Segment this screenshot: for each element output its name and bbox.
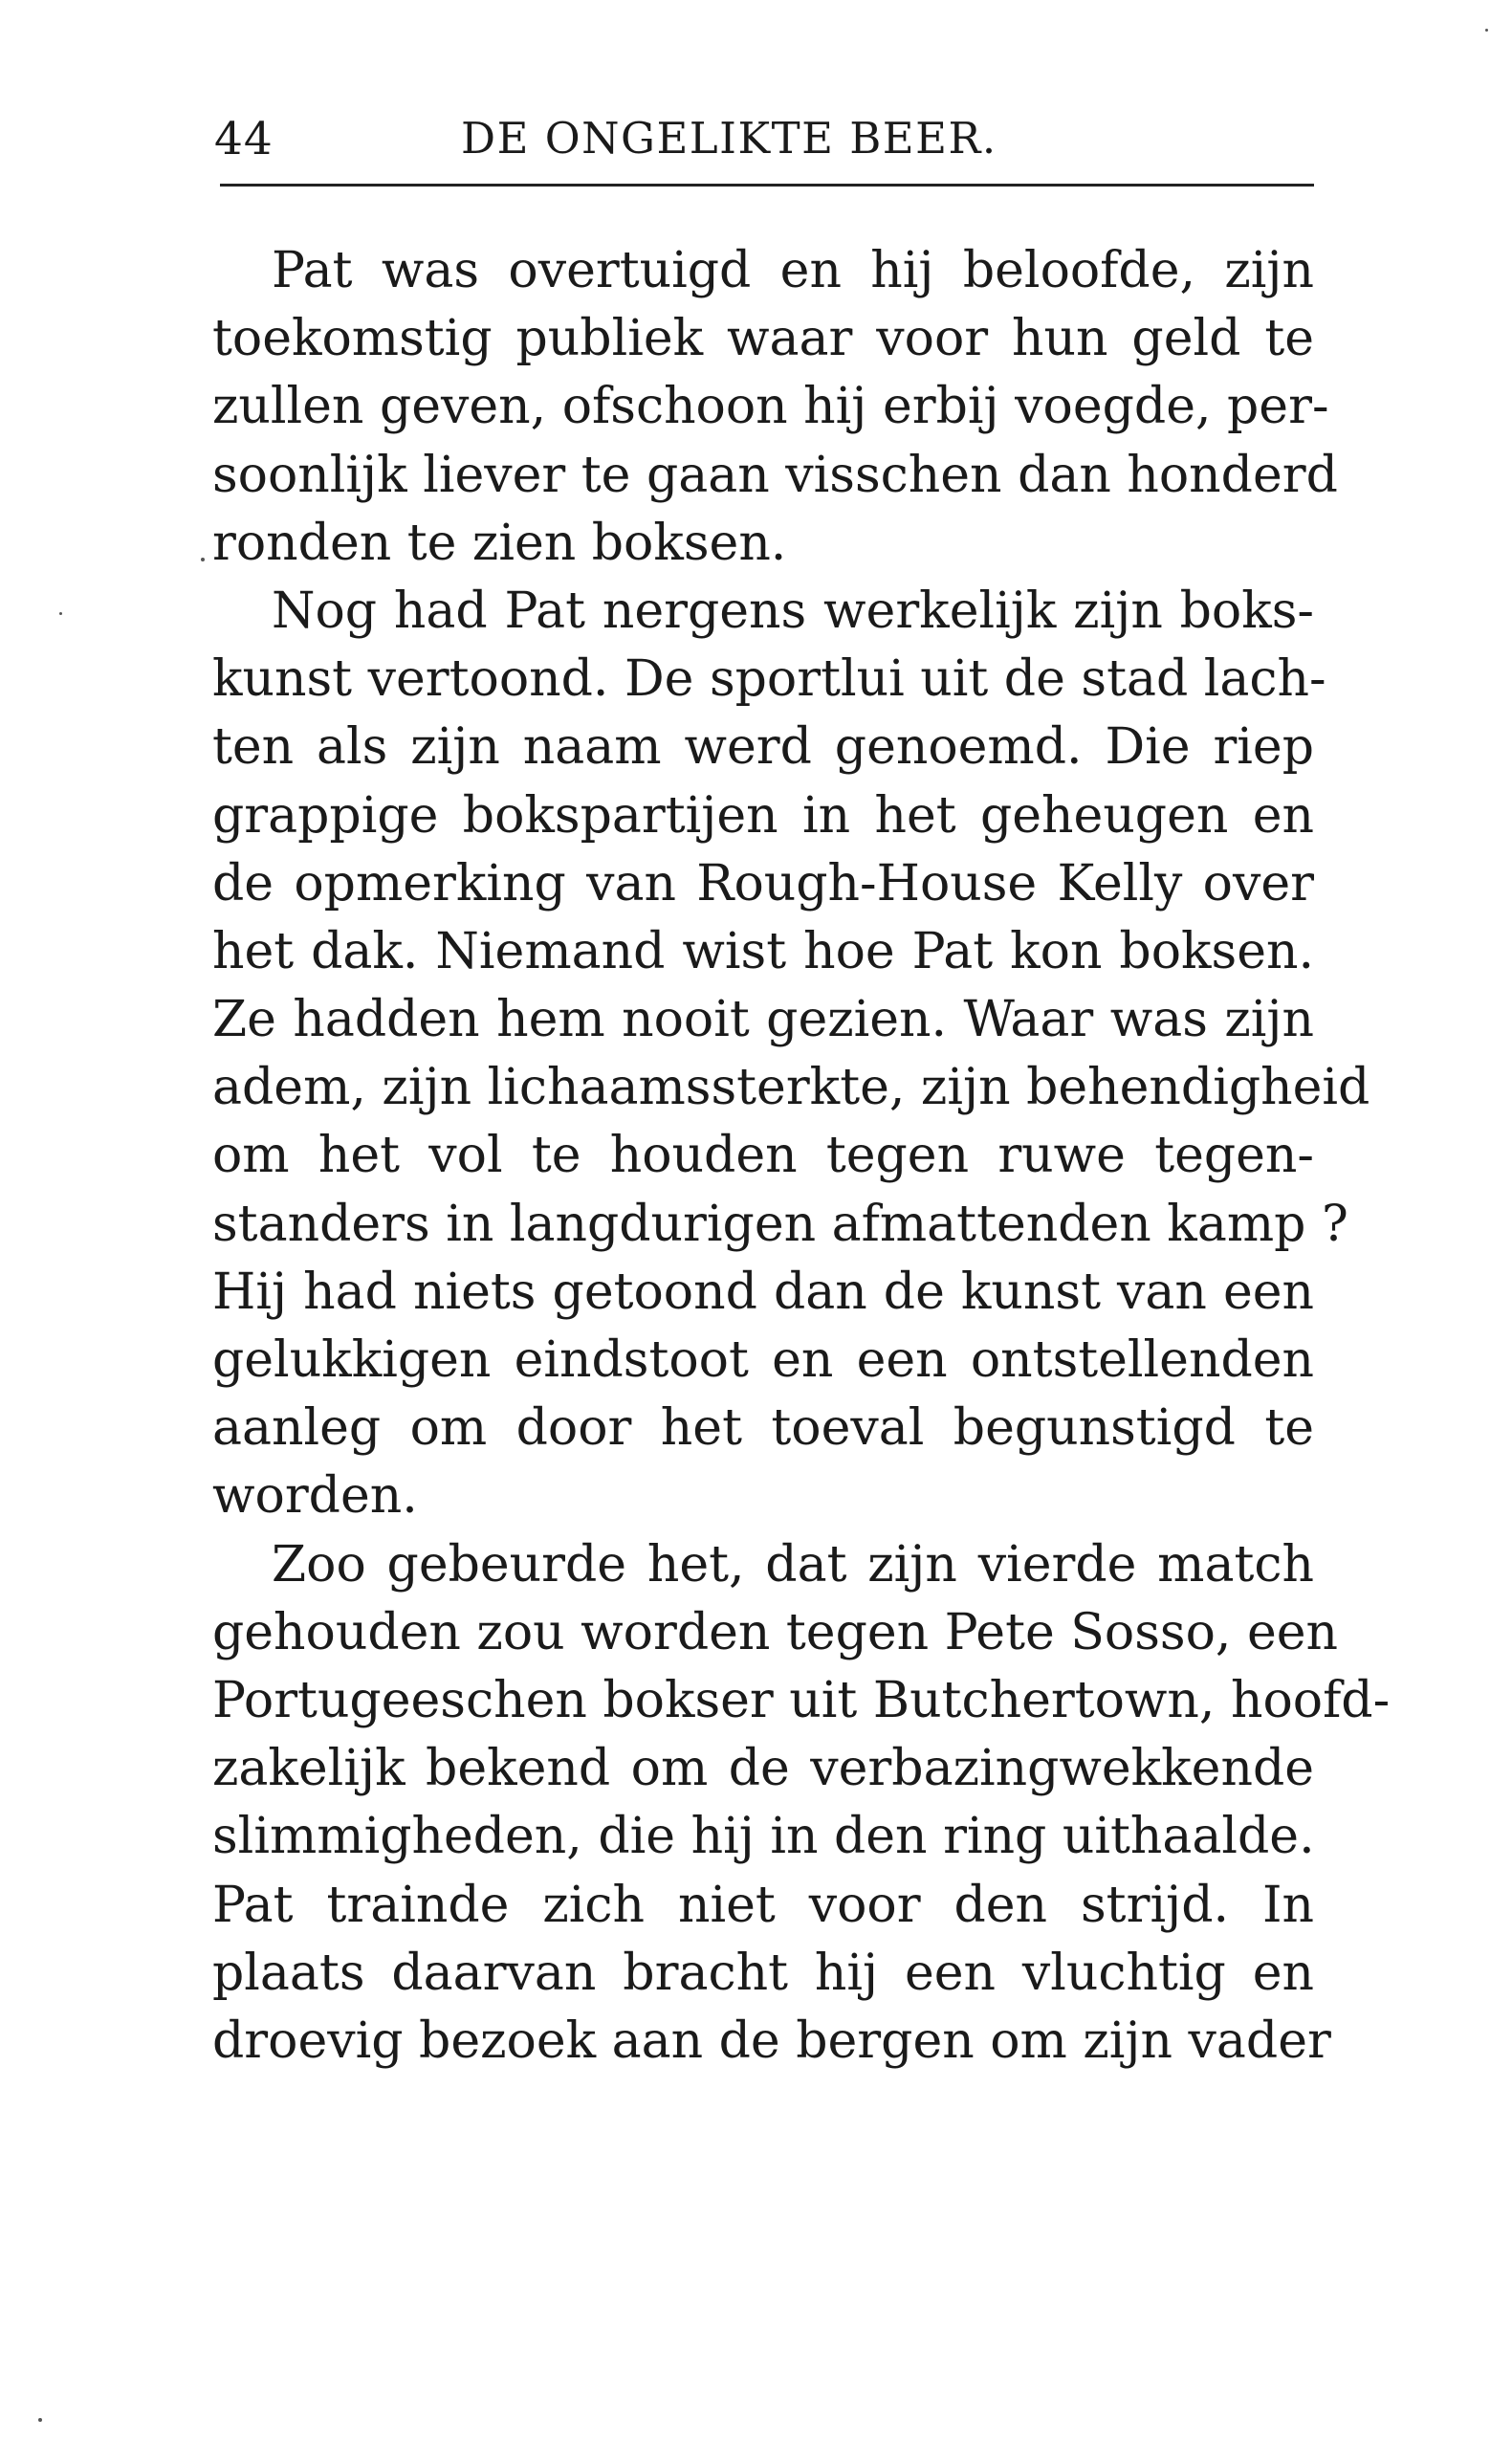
text-line: slimmigheden, die hij in den ring uithaalde. <box>212 1808 1315 1866</box>
text-line: ten als zijn naam werd genoemd. Die riep <box>212 718 1314 777</box>
text-line: kunst vertoond. De sportlui uit de stad lach- <box>212 650 1326 709</box>
body-text <box>212 237 1391 2076</box>
text-line: het dak. Niemand wist hoe Pat kon boksen. <box>212 922 1314 980</box>
text-line: Zoo gebeurde het, dat zijn vierde match <box>272 1535 1314 1594</box>
text-line: Portugeeschen bokser uit Butchertown, hoofd- <box>212 1671 1391 1729</box>
text-line: soonlijk liever te gaan visschen dan honderd <box>212 446 1338 504</box>
text-line: Nog had Pat nergens werkelijk zijn boks- <box>272 582 1314 640</box>
text-line: droevig bezoek aan de bergen om zijn vader <box>212 2011 1331 2070</box>
text-line: Ze hadden hem nooit gezien. Waar was zijn <box>212 991 1314 1049</box>
text-line: ronden te zien boksen. <box>212 514 787 572</box>
text-line: worden. <box>212 1467 418 1526</box>
text-line: zakelijk bekend om de verbazingwekkende <box>212 1740 1314 1798</box>
text-line: zullen geven, ofschoon hij erbij voegde, per- <box>212 378 1329 436</box>
text-line: om het vol te houden tegen ruwe tegen- <box>212 1127 1314 1185</box>
scan-speck <box>38 2418 42 2422</box>
text-line: Pat trainde zich niet voor den strijd. In <box>212 1876 1314 1934</box>
scan-speck <box>59 612 62 615</box>
text-line: gehouden zou worden tegen Pete Sosso, een <box>212 1603 1338 1661</box>
page-number: 44 <box>214 113 274 165</box>
scan-speck <box>1485 29 1488 32</box>
text-line: plaats daarvan bracht hij een vluchtig en <box>212 1944 1314 2002</box>
text-line: standers in langdurigen afmattenden kamp ? <box>212 1195 1348 1253</box>
page-header <box>214 113 1314 180</box>
running-head: DE ONGELIKTE BEER. <box>461 113 997 164</box>
text-line: Pat was overtuigd en hij beloofde, zijn <box>272 242 1314 299</box>
text-line: Hij had niets getoond dan de kunst van een <box>212 1263 1314 1321</box>
text-line: gelukkigen eindstoot en een ontstellenden <box>212 1331 1314 1389</box>
text-line: toekomstig publiek waar voor hun geld te <box>212 310 1314 368</box>
text-line: adem, zijn lichaamssterkte, zijn behendigheid <box>212 1059 1370 1117</box>
scan-speck <box>201 558 205 561</box>
text-line: aanleg om door het toeval begunstigd te <box>212 1399 1314 1458</box>
header-rule <box>220 184 1314 187</box>
text-line: de opmerking van Rough-House Kelly over <box>212 854 1314 912</box>
text-line: grappige bokspartijen in het geheugen en <box>212 786 1314 845</box>
